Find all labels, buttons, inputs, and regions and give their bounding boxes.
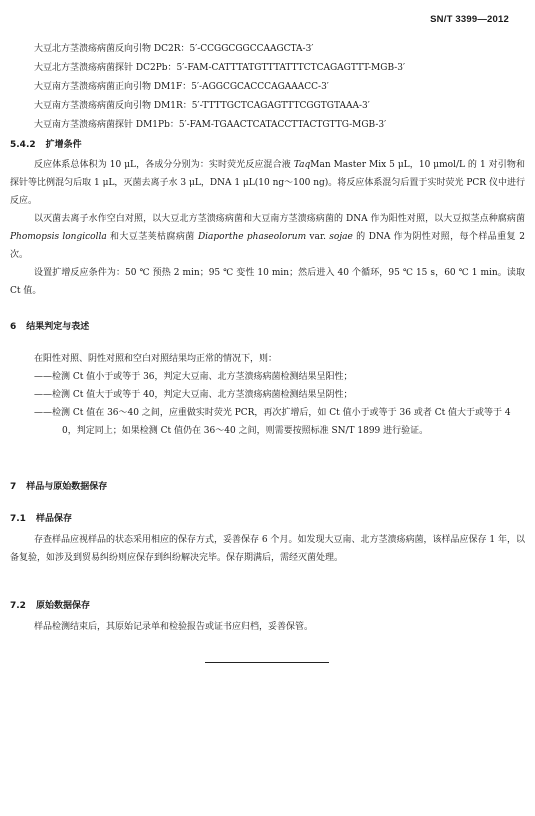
- section-number: 7.1: [10, 514, 26, 524]
- section-7-2-body: [10, 618, 525, 636]
- section-5-4-2-body: [10, 156, 525, 300]
- section-number: 7.2: [10, 601, 26, 611]
- reaction-system-paragraph: 反应体系总体积为 10 μL，各成分分别为：实时荧光反应混合液 TaqMan Master Mix 5 μL，10 μmol/L 的 1 对引物和探针等比例混匀后取 1 μL，灭菌去离子水 3 μL，DNA 1 μL(10 ng～100 ng)。将反应体系混匀后置于实时荧光 PCR 仪中进行反应。: [10, 160, 525, 206]
- section-title: 样品与原始数据保存: [26, 482, 108, 492]
- section-title: 样品保存: [35, 514, 72, 524]
- list-item: ——检测 Ct 值小于或等于 36，判定大豆南、北方茎溃疡病菌检测结果呈阳性；: [34, 372, 353, 382]
- section-title: 扩增条件: [45, 140, 82, 150]
- section-7-2-heading: [10, 598, 90, 611]
- list-item: ——检测 Ct 值大于或等于 40，判定大豆南、北方茎溃疡病菌检测结果呈阴性；: [34, 390, 353, 400]
- sample-storage-paragraph: 存查样品应视样品的状态采用相应的保存方式，妥善保存 6 个月。如发现大豆南、北方茎溃疡病菌，该样品应保存 1 年，以备复验，如涉及到贸易纠纷则应保存到纠纷解决完毕。保存期满后，需经灭菌处理。: [10, 535, 525, 563]
- section-number: 7: [10, 482, 17, 492]
- list-item: ——检测 Ct 值在 36～40 之间，应重做实时荧光 PCR，再次扩增后，如 Ct 值小于或等于 36 或者 Ct 值大于或等于 40，判定同上；如果检测 Ct 值仍在 36～40 之间，则需要按照标准 SN/T 1899 进行验证。: [34, 408, 511, 436]
- section-7-heading: [10, 479, 107, 492]
- section-6-heading: [10, 319, 89, 332]
- section-number: 5.4.2: [10, 140, 36, 150]
- amplification-conditions-paragraph: 设置扩增反应条件为：50 ℃ 预热 2 min；95 ℃ 变性 10 min；然后进入 40 个循环，95 ℃ 15 s，60 ℃ 1 min。读取 Ct 值。: [10, 268, 525, 296]
- section-5-4-2-heading: [10, 137, 82, 150]
- section-6-body: [10, 350, 525, 440]
- primer-list: [34, 40, 514, 135]
- section-7-1-body: [10, 531, 525, 567]
- section-title: 结果判定与表述: [26, 322, 90, 332]
- probe-dc2pb: 大豆北方茎溃疡病菌探针 DC2Pb：5′-FAM-CATTTATGTTTATTTCTCAGAGTTT-MGB-3′: [34, 63, 406, 73]
- standard-number-header: SN/T 3399—2012: [430, 14, 509, 25]
- controls-paragraph: 以灭菌去离子水作空白对照，以大豆北方茎溃疡病菌和大豆南方茎溃疡病菌的 DNA 作为阳性对照，以大豆拟茎点种腐病菌 Phomopsis longicolla 和大豆茎荚枯腐病菌 Diaporthe phaseolorum var. sojae 的 DNA 作为阴性对照，每个样品重复 2 次。: [10, 214, 525, 260]
- section-number: 6: [10, 322, 17, 332]
- section-title: 原始数据保存: [35, 601, 90, 611]
- section-7-1-heading: [10, 511, 72, 524]
- primer-dc2r: 大豆北方茎溃疡病菌反向引物 DC2R：5′-CCGGCGGCCAAGCTA-3′: [34, 44, 314, 54]
- data-storage-paragraph: 样品检测结束后，其原始记录单和检验报告或证书应归档，妥善保管。: [34, 622, 314, 632]
- primer-dm1f: 大豆南方茎溃疡病菌正向引物 DM1F：5′-AGGCGCACCCAGAAACC-3′: [34, 82, 329, 92]
- end-rule: [205, 662, 329, 663]
- result-intro: 在阳性对照、阴性对照和空白对照结果均正常的情况下，则：: [34, 354, 278, 364]
- primer-dm1r: 大豆南方茎溃疡病菌反向引物 DM1R：5′-TTTTGCTCAGAGTTTCGGTGTAAA-3′: [34, 101, 370, 111]
- probe-dm1pb: 大豆南方茎溃疡病菌探针 DM1Pb：5′-FAM-TGAACTCATACCTTACTGTTG-MGB-3′: [34, 120, 387, 130]
